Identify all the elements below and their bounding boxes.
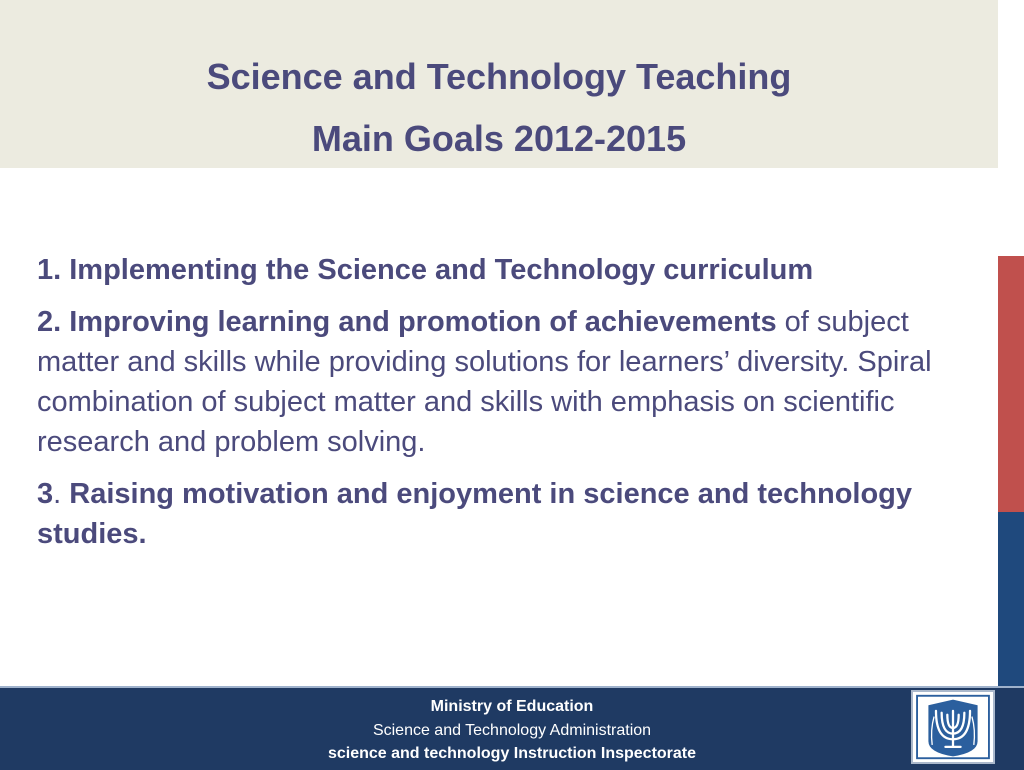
goal-1 <box>37 250 937 290</box>
goal-1-text: 1. Implementing the Science and Technology curriculum <box>37 254 814 286</box>
footer-ministry: Ministry of Education <box>430 698 594 715</box>
title-band <box>0 0 998 168</box>
state-emblem-menorah-icon <box>911 690 995 764</box>
accent-strip-red <box>998 256 1024 512</box>
slide-subtitle: Main Goals 2012-2015 <box>311 118 687 159</box>
footer-bar <box>0 686 1024 770</box>
goal-2-body: of subject matter and skills while providing solutions for learners’ diversity. Spiral combination of subject matter and skills with emphasis on scientific research and problem solving. <box>37 306 932 458</box>
goal-3-number: 3 <box>37 478 54 510</box>
goal-3-separator: . <box>53 478 62 510</box>
goal-3-heading: Raising motivation and enjoyment in science and technology studies. <box>37 478 913 550</box>
goals-list <box>37 250 937 566</box>
accent-strip-blue <box>998 512 1024 688</box>
goal-2-heading: 2. Improving learning and promotion of achievements <box>37 306 777 338</box>
goal-3 <box>37 474 937 554</box>
footer-administration: Science and Technology Administration <box>372 722 652 739</box>
footer-inspectorate: science and technology Instruction Inspectorate <box>327 745 697 762</box>
slide-title: Science and Technology Teaching <box>206 56 792 97</box>
goal-2 <box>37 302 937 462</box>
accent-strip-white <box>998 0 1024 256</box>
